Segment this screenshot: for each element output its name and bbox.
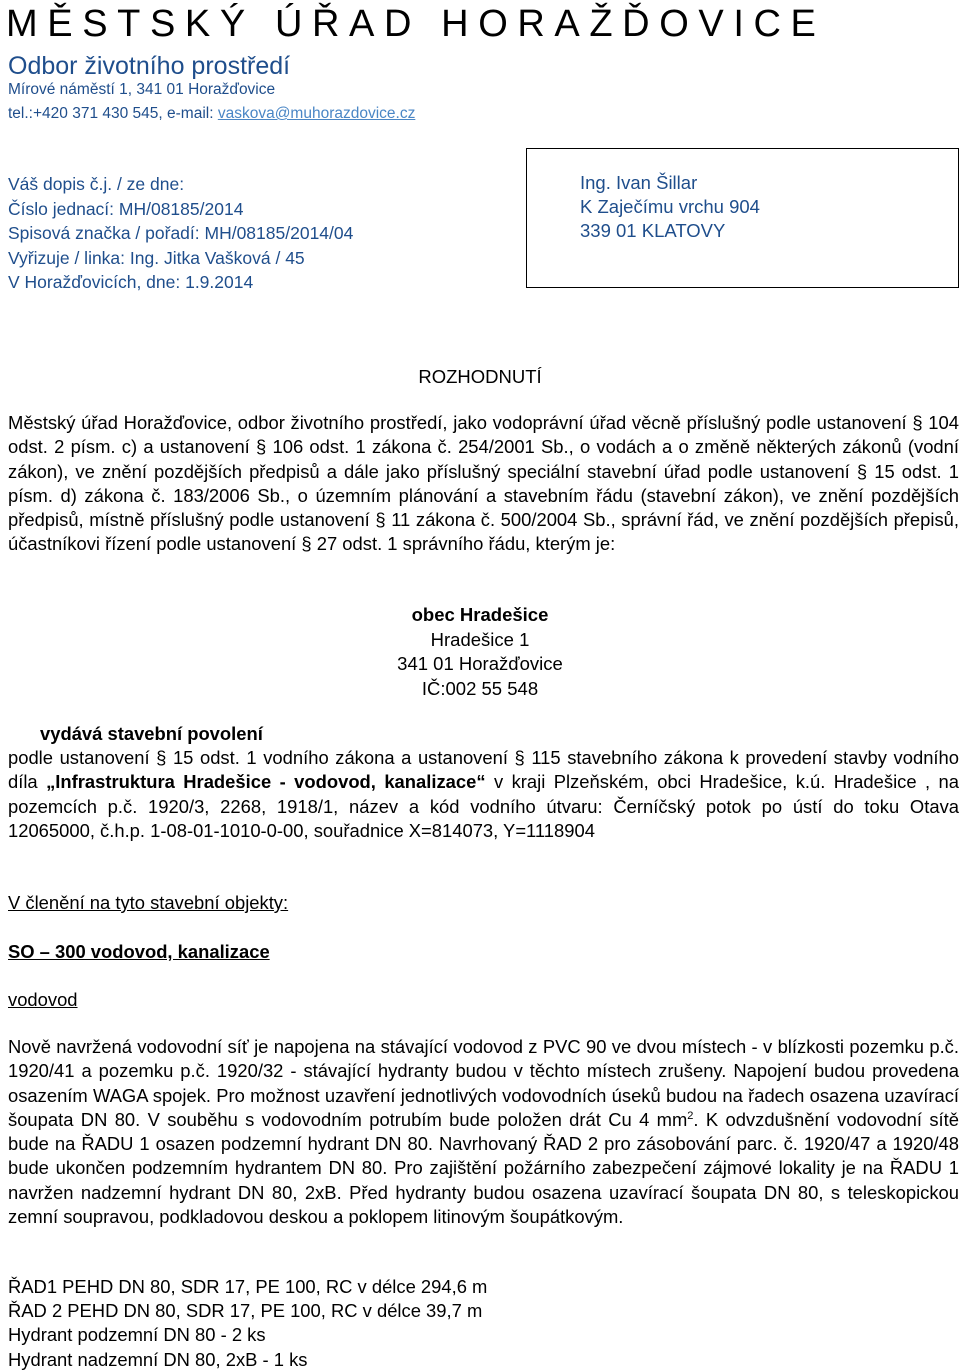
reference-file-mark: Spisová značka / pořadí: MH/08185/2014/04 — [8, 223, 354, 243]
spec-item: Hydrant podzemní DN 80 - 2 ks — [8, 1324, 266, 1346]
reference-block — [8, 172, 353, 295]
decision-heading: ROZHODNUTÍ — [418, 366, 542, 387]
spec-item: ŘAD1 PEHD DN 80, SDR 17, PE 100, RC v délce 294,6 m — [8, 1276, 488, 1297]
applicant-city: 341 01 Horažďovice — [397, 653, 563, 674]
building-object-heading: SO – 300 vodovod, kanalizace — [8, 941, 270, 962]
department-name: Odbor životního prostředí — [8, 52, 291, 80]
applicant-block — [0, 603, 960, 701]
spec-item: ŘAD 2 PEHD DN 80, SDR 17, PE 100, RC v délce 39,7 m — [8, 1300, 483, 1322]
applicant-street: Hradešice 1 — [430, 628, 530, 650]
permit-text — [8, 746, 959, 843]
permit-text-before: podle ustanovení § 15 odst. 1 vodního zákona a ustanovení § 115 stavebního zákona k provedení stavby vodního díla — [8, 747, 959, 793]
objects-heading: V členění na tyto stavební objekty: — [8, 892, 289, 913]
permit-text-after: v kraji Plzeňském, obci Hradešice, k.ú. Hradešice , na pozemcích p.č. 1920/3, 2268, 1918/1, název a kód vodního útvaru: Černíčský potok po ústí do toku Otava 12065000, č.h.p. 1-08-01-1010-0-00, souřadnice X=814073, Y=1118904 — [8, 771, 959, 841]
spec-item: Hydrant nadzemní DN 80, 2xB - 1 ks — [8, 1348, 308, 1370]
description-superscript: 2 — [687, 1109, 694, 1122]
recipient-street: K Zaječímu vrchu 904 — [580, 196, 760, 217]
description-part2: . K odvzdušnění vodovodní sítě bude na ŘADU 1 osazen podzemní hydrant DN 80. Navrhovaný ŘAD 2 pro zásobování parc. č. 1920/47 a 1920/48 bude ukončen podzemním hydrantem DN 80. Pro zajištění požárního zabezpečení zájmové lokality je na ŘADU 1 navržen nadzemní hydrant DN 80, 2xB. Před hydranty budou osazena uzavírací šoupata DN 80, s teleskopickou zemní soupravou, podkladovou deskou a poklopem litinovým šoupátkovým. — [8, 1108, 959, 1228]
project-name: „Infrastruktura Hradešice - vodovod, kanalizace“ — [46, 771, 486, 793]
office-title: MĚSTSKÝ ÚŘAD HORAŽĎOVICE — [6, 3, 826, 45]
reference-date: V Horažďovicích, dne: 1.9.2014 — [8, 272, 254, 292]
office-contact — [8, 104, 415, 124]
permit-heading: vydává stavební povolení — [40, 723, 263, 744]
water-supply-description — [8, 1035, 959, 1229]
specs-list — [8, 1275, 487, 1372]
email-link[interactable]: vaskova@muhorazdovice.cz — [217, 105, 416, 122]
reference-number: Číslo jednací: MH/08185/2014 — [8, 198, 244, 219]
reference-handled-by: Vyřizuje / linka: Ing. Jitka Vašková / 45 — [8, 247, 305, 268]
description-part1: Nově navržená vodovodní síť je napojena na stávající vodovod z PVC 90 ve dvou místech - v blízkosti pozemku p.č. 1920/41 a pozemku p.č. 1920/32 - stávající hydranty budou v těchto místech zrušeny. Napojení budou provedena osazením WAGA spojek. Pro možnost uzavření jednotlivých vodovodních úseků budou na řadech osazena uzavírací šoupata DN 80. V souběhu s vodovodním potrubím bude položen drát Cu 4 mm — [8, 1036, 959, 1130]
applicant-ic: IČ:002 55 548 — [421, 677, 539, 699]
recipient-name: Ing. Ivan Šillar — [580, 172, 698, 193]
reference-your-letter: Váš dopis č.j. / ze dne: — [8, 174, 185, 194]
applicant-name: obec Hradešice — [411, 604, 549, 625]
decision-intro: Městský úřad Horažďovice, odbor životního prostředí, jako vodoprávní úřad věcně příslušný podle ustanovení § 104 odst. 2 písm. c) a ustanovení § 106 odst. 1 zákona č. 254/2001 Sb., o vodách a o změně některých zákonů (vodní zákon), ve znění pozdějších předpisů a dále jako příslušný speciální stavební úřad podle ustanovení § 15 odst. 1 písm. d) zákona č. 183/2006 Sb., o územním plánování a stavebním řádu (stavební zákon), ve znění pozdějších předpisů, místně příslušný podle ustanovení § 11 zákona č. 500/2004 Sb., správní řád, ve znění pozdějších přepisů, účastníkovi řízení podle ustanovení § 27 odst. 1 správního řádu, kterým je: — [8, 412, 959, 555]
recipient-city: 339 01 KLATOVY — [580, 220, 726, 241]
water-supply-heading: vodovod — [8, 989, 78, 1010]
recipient-address-box — [526, 148, 959, 288]
contact-phone: tel.:+420 371 430 545, e-mail: — [8, 105, 218, 122]
office-address: Mírové náměstí 1, 341 01 Horažďovice — [8, 81, 276, 98]
